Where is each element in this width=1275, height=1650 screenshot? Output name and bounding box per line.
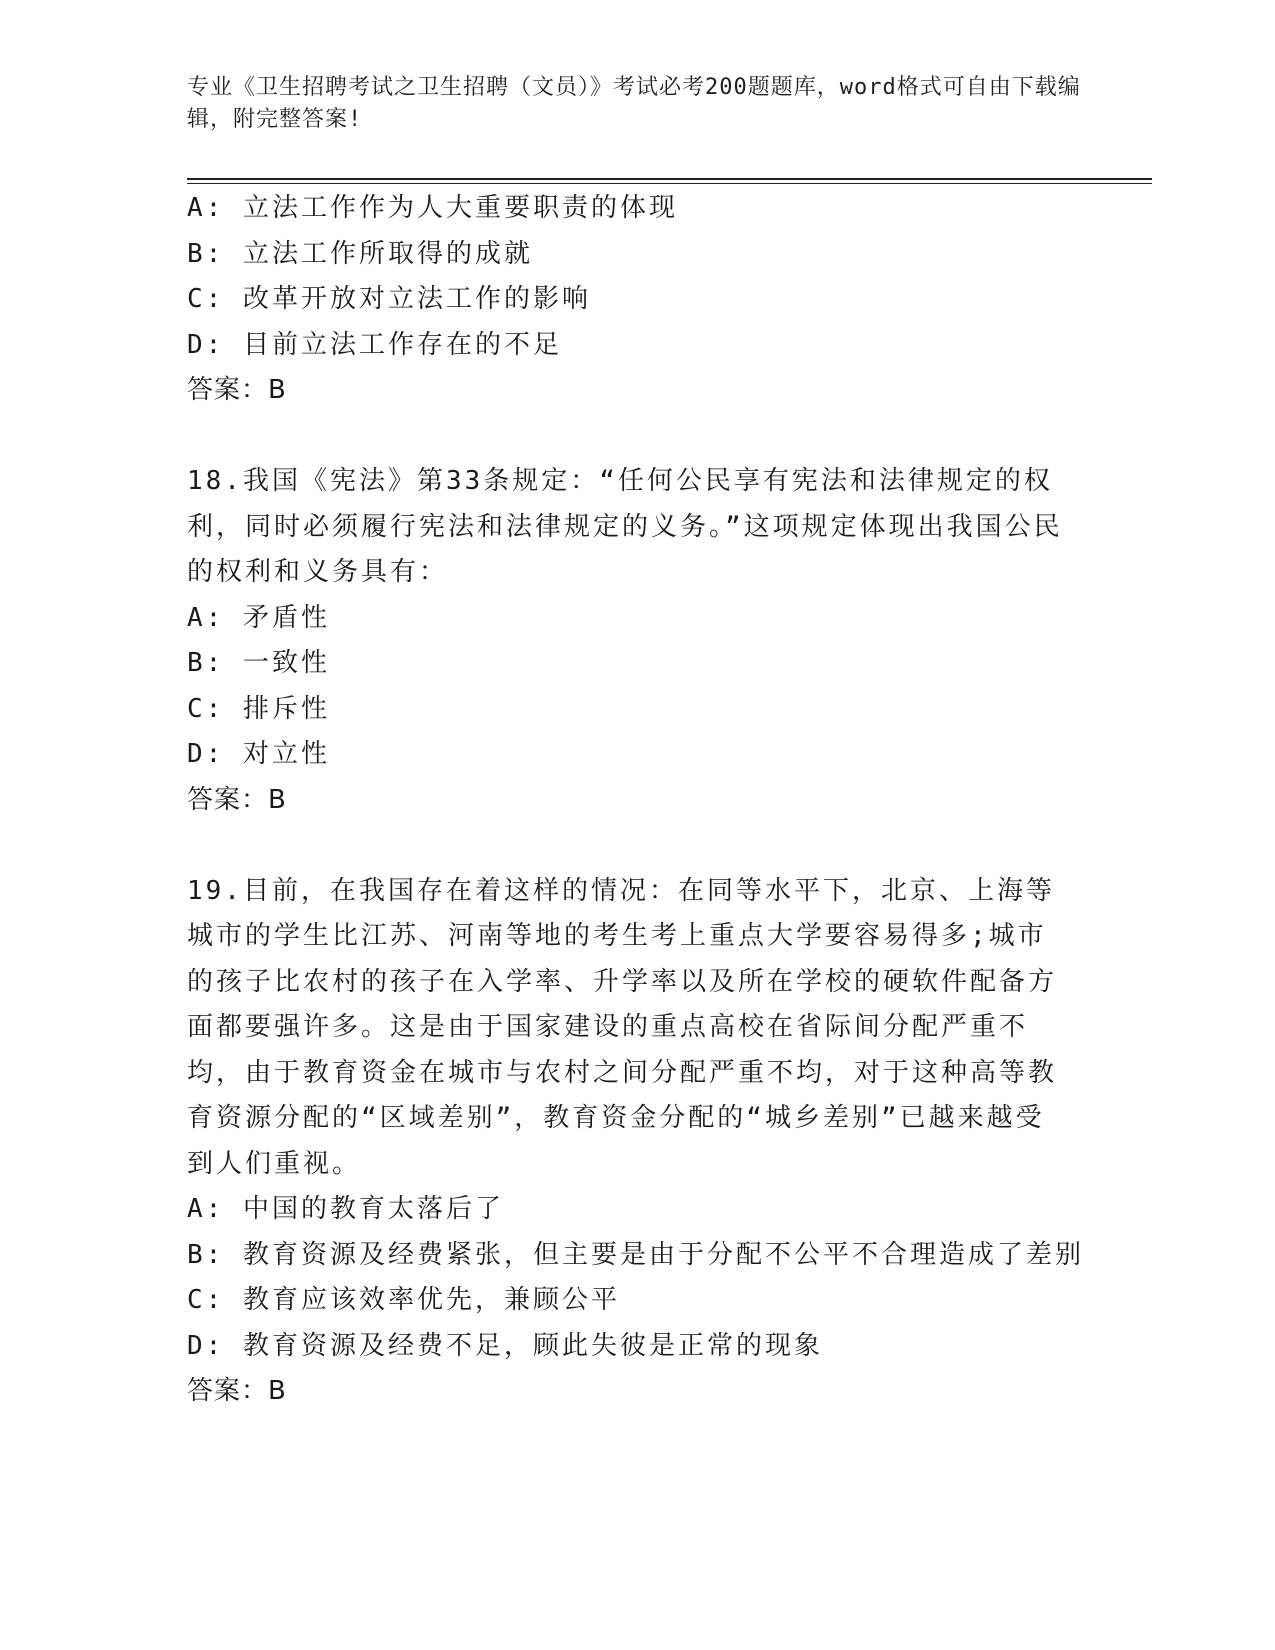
spacer (187, 823, 1087, 869)
option-d: D: 教育资源及经费不足，顾此失彼是正常的现象 (187, 1330, 823, 1361)
question-18-answer: 答案：B (187, 784, 287, 815)
spacer (187, 414, 1087, 460)
option-a: A: 中国的教育太落后了 (187, 1194, 504, 1224)
question-19-stem: 19.目前，在我国存在着这样的情况：在同等水平下，北京、上海等城市的学生比江苏、河南等地的考生考上重点大学要容易得多;城市的孩子比农村的孩子在入学率、升学率以及所在学校的硬软件配备方面都要强许多。这是由于国家建设的重点高校在省际间分配严重不均，由于教育资金在城市与农村之间分配严重不均，对于这种高等教育资源分配的“区域差别”，教育资金分配的“城乡差别”已越来越受到人们重视。 (187, 875, 1058, 1179)
question-18-stem: 18.我国《宪法》第33条规定：“任何公民享有宪法和法律规定的权利，同时必须履行宪法和法律规定的义务。”这项规定体现出我国公民的权利和义务具有： (187, 466, 1063, 587)
option-d: D: 目前立法工作存在的不足 (187, 329, 562, 360)
option-b: B: 教育资源及经费紧张，但主要是由于分配不公平不合理造成了差别 (187, 1239, 1084, 1270)
option-c: C: 教育应该效率优先，兼顾公平 (187, 1285, 620, 1315)
prev-question-options (187, 186, 1087, 368)
option-a: A: 矛盾性 (187, 602, 330, 633)
header-divider-thin (187, 183, 1152, 184)
header-divider-thick (187, 178, 1152, 180)
option-b: B: 立法工作所取得的成就 (187, 238, 533, 269)
page-header: 专业《卫生招聘考试之卫生招聘（文员）》考试必考200题题库，word格式可自由下载编辑，附完整答案! (187, 75, 1081, 132)
prev-question-answer: 答案：B (187, 375, 287, 405)
option-c: C: 改革开放对立法工作的影响 (187, 284, 591, 314)
question-19-options (187, 1187, 1087, 1369)
option-d: D: 对立性 (187, 739, 330, 769)
question-content (187, 186, 1087, 1415)
question-18-options (187, 596, 1087, 778)
option-a: A: 立法工作作为人大重要职责的体现 (187, 193, 678, 223)
question-19-answer: 答案：B (187, 1376, 287, 1406)
option-b: B: 一致性 (187, 648, 330, 678)
option-c: C: 排斥性 (187, 693, 330, 724)
